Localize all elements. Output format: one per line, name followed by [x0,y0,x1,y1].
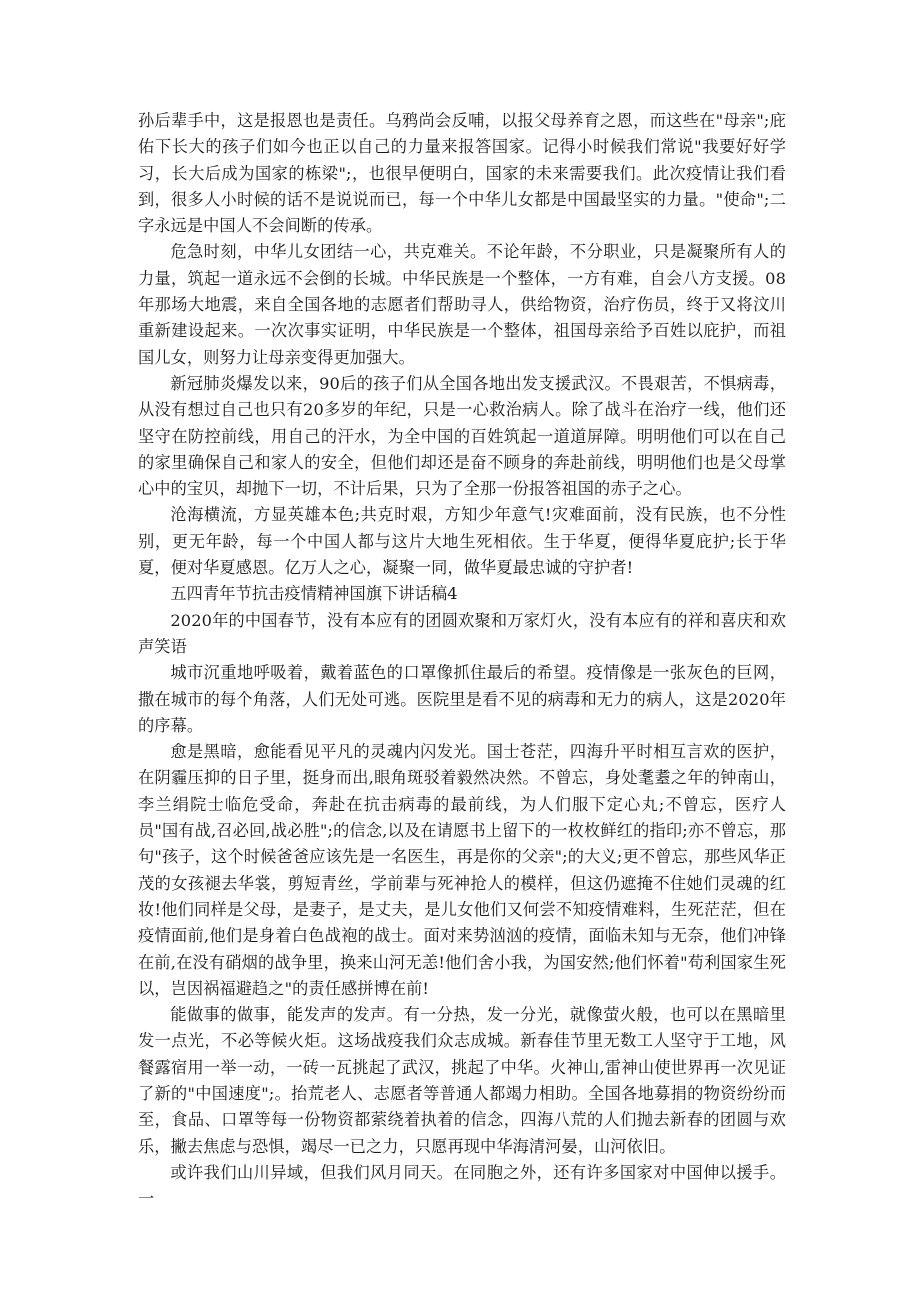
section-heading: 五四青年节抗击疫情精神国旗下讲话稿4 [170,584,458,604]
document-body [138,108,786,1212]
paragraph-9: 或许我们山川异域，但我们风月同天。在同胞之外，还有许多国家对中国伸以援手。一 [138,1162,786,1209]
paragraph-8: 能做事的做事，能发声的发声。有一分热，发一分光，就像萤火般，也可以在黑暗里发一点光，不必等候火炬。这场战疫我们众志成城。新春佳节里无数工人坚守于工地，风餐露宿用一举一动，一砖一瓦挑起了武汉，挑起了中华。火神山,雷神山使世界再一次见证了新的"中国速度";。抬荒老人、志愿者等普通人都竭力相助。全国各地募捐的物资纷纷而至，食品、口罩等每一份物资都萦绕着执着的信念，四海八荒的人们抛去新春的团圆与欢乐，撇去焦虑与恐惧，竭尽一已之力，只愿再现中华海清河晏，山河依旧。 [138,1005,786,1156]
paragraph-7: 愈是黑暗，愈能看见平凡的灵魂内闪发光。国士苍茫，四海升平时相互言欢的医护，在阴霾压抑的日子里，挺身而出,眼角斑驳着毅然决然。不曾忘，身处耄耋之年的钟南山，李兰绢院士临危受命，奔赴在抗击病毒的最前线，为人们服下定心丸;不曾忘，医疗人员"国有战,召必回,战必胜";的信念,以及在请愿书上留下的一枚枚鲜红的指印;亦不曾忘，那句"孩子，这个时候爸爸应该先是一名医生，再是你的父亲";的大义;更不曾忘，那些风华正茂的女孩褪去华裳，剪短青丝，学前辈与死神抢人的模样，但这仍遮掩不住她们灵魂的红妆!他们同样是父母，是妻子，是丈夫，是儿女他们又何尝不知疫情难料，生死茫茫，但在疫情面前,他们是身着白色战袍的战士。面对来势汹汹的疫情，面临未知与无奈，他们冲锋在前,在没有硝烟的战争里，换来山河无恙!他们舍小我，为国安然;他们怀着"苟利国家生死以，岂因祸福避趋之"的责任感拼博在前! [138,742,786,998]
paragraph-3: 新冠肺炎爆发以来，90后的孩子们从全国各地出发支援武汉。不畏艰苦，不惧病毒，从没有想过自己也只有20多岁的年纪，只是一心救治病人。除了战斗在治疗一线，他们还坚守在防控前线，用自己的汗水，为全中国的百姓筑起一道道屏障。明明他们可以在自己的家里确保自己和家人的安全，但他们却还是奋不顾身的奔赴前线，明明他们也是父母掌心中的宝贝，却抛下一切，不计后果，只为了全那一份报答祖国的赤子之心。 [138,373,786,499]
paragraph-4: 沧海横流，方显英雄本色;共克时艰，方知少年意气!灾难面前，没有民族，也不分性别，更无年龄，每一个中国人都与这片大地生死相依。生于华夏，便得华夏庇护;长于华夏，便对华夏感恩。亿万人之心，凝聚一同，做华夏最忠诚的守护者! [138,505,786,578]
paragraph-1: 孙后辈手中，这是报恩也是责任。乌鸦尚会反哺，以报父母养育之恩，而这些在"母亲";庇佑下长大的孩子们如今也正以自己的力量来报答国家。记得小时候我们常说"我要好好学习，长大后成为国家的栋梁";，也很早便明白，国家的未来需要我们。此次疫情让我们看到，很多人小时候的话不是说说而已，每一个中华儿女都是中国最坚实的力量。"使命";二字永远是中国人不会间断的传承。 [138,111,786,236]
paragraph-6: 城市沉重地呼吸着，戴着蓝色的口罩像抓住最后的希望。疫情像是一张灰色的巨网，撒在城市的每个角落，人们无处可逃。医院里是看不见的病毒和无力的病人，这是2020年的序幕。 [138,663,786,735]
paragraph-2: 危急时刻，中华儿女团结一心，共克难关。不论年龄，不分职业，只是凝聚所有人的力量，筑起一道永远不会倒的长城。中华民族是一个整体，一方有难，自会八方支援。08年那场大地震，来自全国各地的志愿者们帮助寻人，供给物资，治疗伤员，终于又将汶川重新建设起来。一次次事实证明，中华民族是一个整体，祖国母亲给予百姓以庇护，而祖国儿女，则努力让母亲变得更加强大。 [138,242,786,367]
paragraph-5: 2020年的中国春节，没有本应有的团圆欢聚和万家灯火，没有本应有的祥和喜庆和欢声笑语 [138,610,786,656]
